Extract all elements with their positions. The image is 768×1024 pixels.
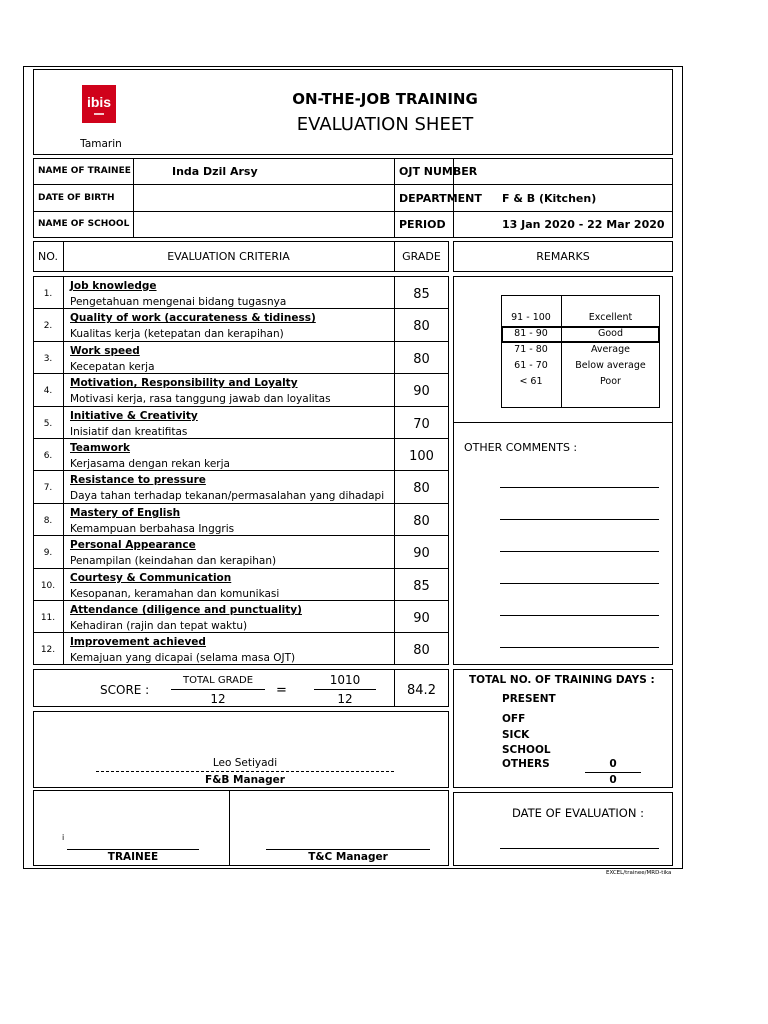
criteria-title: Initiative & Creativity <box>70 409 198 422</box>
criteria-title: Job knowledge <box>70 280 157 292</box>
comment-line <box>500 615 659 616</box>
criteria-number: 8. <box>43 515 53 526</box>
criteria-row-divider <box>33 600 449 601</box>
criteria-description: Pengetahuan mengenai bidang tugasnya <box>70 296 287 308</box>
criteria-row-divider <box>33 308 449 309</box>
criteria-title: Courtesy & Communication <box>70 571 232 584</box>
tc-signature-line <box>266 849 430 850</box>
date-of-evaluation-label: DATE OF EVALUATION : <box>512 806 644 820</box>
department-label: DEPARTMENT <box>399 192 482 205</box>
criteria-description: Kehadiran (rajin dan tepat waktu) <box>70 620 248 632</box>
denominator-left: 12 <box>210 692 226 706</box>
date-of-evaluation-box <box>453 792 673 866</box>
criteria-row-divider <box>33 535 449 536</box>
criteria-description: Kecepatan kerja <box>70 360 155 373</box>
criteria-row-divider <box>33 632 449 633</box>
criteria-row-divider <box>33 406 449 407</box>
comment-line <box>500 583 659 584</box>
criteria-number: 5. <box>43 418 53 429</box>
criteria-description: Motivasi kerja, rasa tanggung jawab dan loyalitas <box>70 393 331 406</box>
criteria-title: Teamwork <box>70 442 130 454</box>
fraction-line-left <box>171 689 265 690</box>
training-days-label: TOTAL NO. OF TRAINING DAYS : <box>469 674 655 686</box>
comment-line <box>500 519 659 520</box>
tc-manager-label: T&C Manager <box>308 851 388 863</box>
criteria-row-divider <box>33 341 449 342</box>
trainee-name-value: Inda Dzil Arsy <box>172 165 258 178</box>
criteria-title: Resistance to pressure <box>70 474 206 487</box>
criteria-grade: 90 <box>413 546 430 562</box>
others-label: OTHERS <box>502 758 550 770</box>
criteria-description: Kesopanan, keramahan dan komunikasi <box>70 587 280 600</box>
criteria-description: Kemajuan yang dicapai (selama masa OJT) <box>70 652 296 665</box>
criteria-number: 2. <box>43 321 53 332</box>
ibis-logo <box>82 85 116 123</box>
criteria-grade: 80 <box>413 351 430 367</box>
criteria-title: Attendance (diligence and punctuality) <box>70 604 302 616</box>
scale-range: 81 - 90 <box>514 328 548 339</box>
scale-range: 91 - 100 <box>511 312 551 323</box>
criteria-grade: 100 <box>409 449 434 464</box>
signature-divider <box>229 790 230 866</box>
criteria-grade: 80 <box>413 481 430 497</box>
scale-label: Good <box>597 328 624 339</box>
logo-text: ibis <box>86 94 112 110</box>
criteria-title: Personal Appearance <box>70 539 196 552</box>
criteria-grade: 90 <box>413 384 430 400</box>
criteria-number: 1. <box>43 289 53 299</box>
criteria-grade: 90 <box>413 611 430 626</box>
criteria-number: 4. <box>43 386 53 397</box>
trainee-signature-line <box>67 849 199 850</box>
manager-signature-line <box>96 771 394 772</box>
criteria-row-divider <box>33 470 449 471</box>
criteria-row-divider <box>33 438 449 439</box>
criteria-row-divider <box>33 503 449 504</box>
total-grade-value: 1010 <box>329 673 361 687</box>
criteria-description: Penampilan (keindahan dan kerapihan) <box>70 555 277 568</box>
department-value: F & B (Kitchen) <box>502 192 597 205</box>
criteria-grade: 80 <box>413 643 430 659</box>
criteria-grade: 80 <box>413 319 430 335</box>
total-days-value: 0 <box>609 774 617 786</box>
criteria-title: Work speed <box>70 344 140 357</box>
info-divider <box>33 211 673 212</box>
manager-name: Leo Setiyadi <box>212 757 278 769</box>
sick-label: SICK <box>502 729 530 741</box>
page-subtitle: EVALUATION SHEET <box>296 114 474 135</box>
criteria-count: 12 <box>337 692 353 706</box>
total-days-line <box>585 772 641 773</box>
off-label: OFF <box>502 713 526 725</box>
period-value: 13 Jan 2020 - 22 Mar 2020 <box>502 218 665 231</box>
trainee-label: TRAINEE <box>107 851 159 863</box>
manager-title: F&B Manager <box>205 774 285 786</box>
fraction-line-right <box>314 689 376 690</box>
criteria-grade: 85 <box>413 578 430 594</box>
col-header-criteria: EVALUATION CRITERIA <box>167 250 290 263</box>
trainee-mark: i <box>62 833 65 842</box>
page-title: ON-THE-JOB TRAINING <box>292 90 478 108</box>
scale-label: Below average <box>575 360 646 371</box>
criteria-title: Quality of work (accurateness & tidiness) <box>70 312 316 325</box>
criteria-grade: 80 <box>413 513 430 529</box>
col-header-remarks: REMARKS <box>536 250 590 263</box>
name-of-school-label: NAME OF SCHOOL <box>38 219 130 229</box>
info-divider <box>33 184 673 185</box>
info-divider <box>133 158 134 238</box>
col-header-grade: GRADE <box>402 250 441 263</box>
criteria-description: Kerjasama dengan rekan kerja <box>70 458 230 470</box>
present-label: PRESENT <box>502 693 556 705</box>
others-value: 0 <box>609 758 617 770</box>
other-comments-label: OTHER COMMENTS : <box>464 441 578 454</box>
criteria-number: 11. <box>40 613 56 623</box>
score-label: SCORE : <box>100 683 150 697</box>
comment-line <box>500 487 659 488</box>
score-result: 84.2 <box>407 683 436 698</box>
scale-label: Excellent <box>588 312 633 323</box>
criteria-description: Daya tahan terhadap tekanan/permasalahan yang dihadapi <box>70 490 385 503</box>
school-label: SCHOOL <box>502 744 551 756</box>
criteria-grade: 85 <box>413 287 430 302</box>
date-of-birth-label: DATE OF BIRTH <box>38 193 115 203</box>
criteria-number: 12. <box>40 645 56 656</box>
name-of-trainee-label: NAME OF TRAINEE <box>38 166 131 176</box>
col-header-no: NO. <box>38 250 58 263</box>
date-of-evaluation-line <box>500 848 659 849</box>
criteria-title: Motivation, Responsibility and Loyalty <box>70 377 298 390</box>
criteria-number: 10. <box>40 580 56 591</box>
info-divider <box>394 158 395 238</box>
criteria-grade: 70 <box>413 416 430 432</box>
comment-line <box>500 551 659 552</box>
scale-range: 71 - 80 <box>514 344 548 355</box>
scale-label: Poor <box>600 376 621 387</box>
ojt-number-label: OJT NUMBER <box>399 165 478 178</box>
equals-sign: = <box>276 683 287 698</box>
criteria-description: Inisiatif dan kreatifitas <box>70 425 188 438</box>
criteria-description: Kualitas kerja (ketepatan dan kerapihan) <box>70 328 284 341</box>
remarks-divider <box>453 422 673 423</box>
total-grade-label: TOTAL GRADE <box>182 675 254 686</box>
criteria-description: Kemampuan berbahasa Inggris <box>70 522 235 535</box>
scale-label: Average <box>590 344 630 355</box>
footer-code: EXCEL/trainee/MRD-tika <box>606 870 672 876</box>
criteria-number: 6. <box>43 451 53 461</box>
criteria-title: Mastery of English <box>70 506 181 519</box>
criteria-row-divider <box>33 373 449 374</box>
training-days-box <box>453 669 673 788</box>
hotel-name: Tamarin <box>80 138 122 150</box>
criteria-number: 9. <box>43 548 53 559</box>
criteria-row-divider <box>33 568 449 569</box>
period-label: PERIOD <box>399 218 446 231</box>
scale-range: 61 - 70 <box>514 360 548 371</box>
comment-line <box>500 647 659 648</box>
criteria-number: 3. <box>43 353 53 364</box>
criteria-title: Improvement achieved <box>70 636 206 649</box>
criteria-number: 7. <box>43 483 53 494</box>
logo-tagline-mark <box>94 113 104 115</box>
scale-range: < 61 <box>519 376 543 387</box>
